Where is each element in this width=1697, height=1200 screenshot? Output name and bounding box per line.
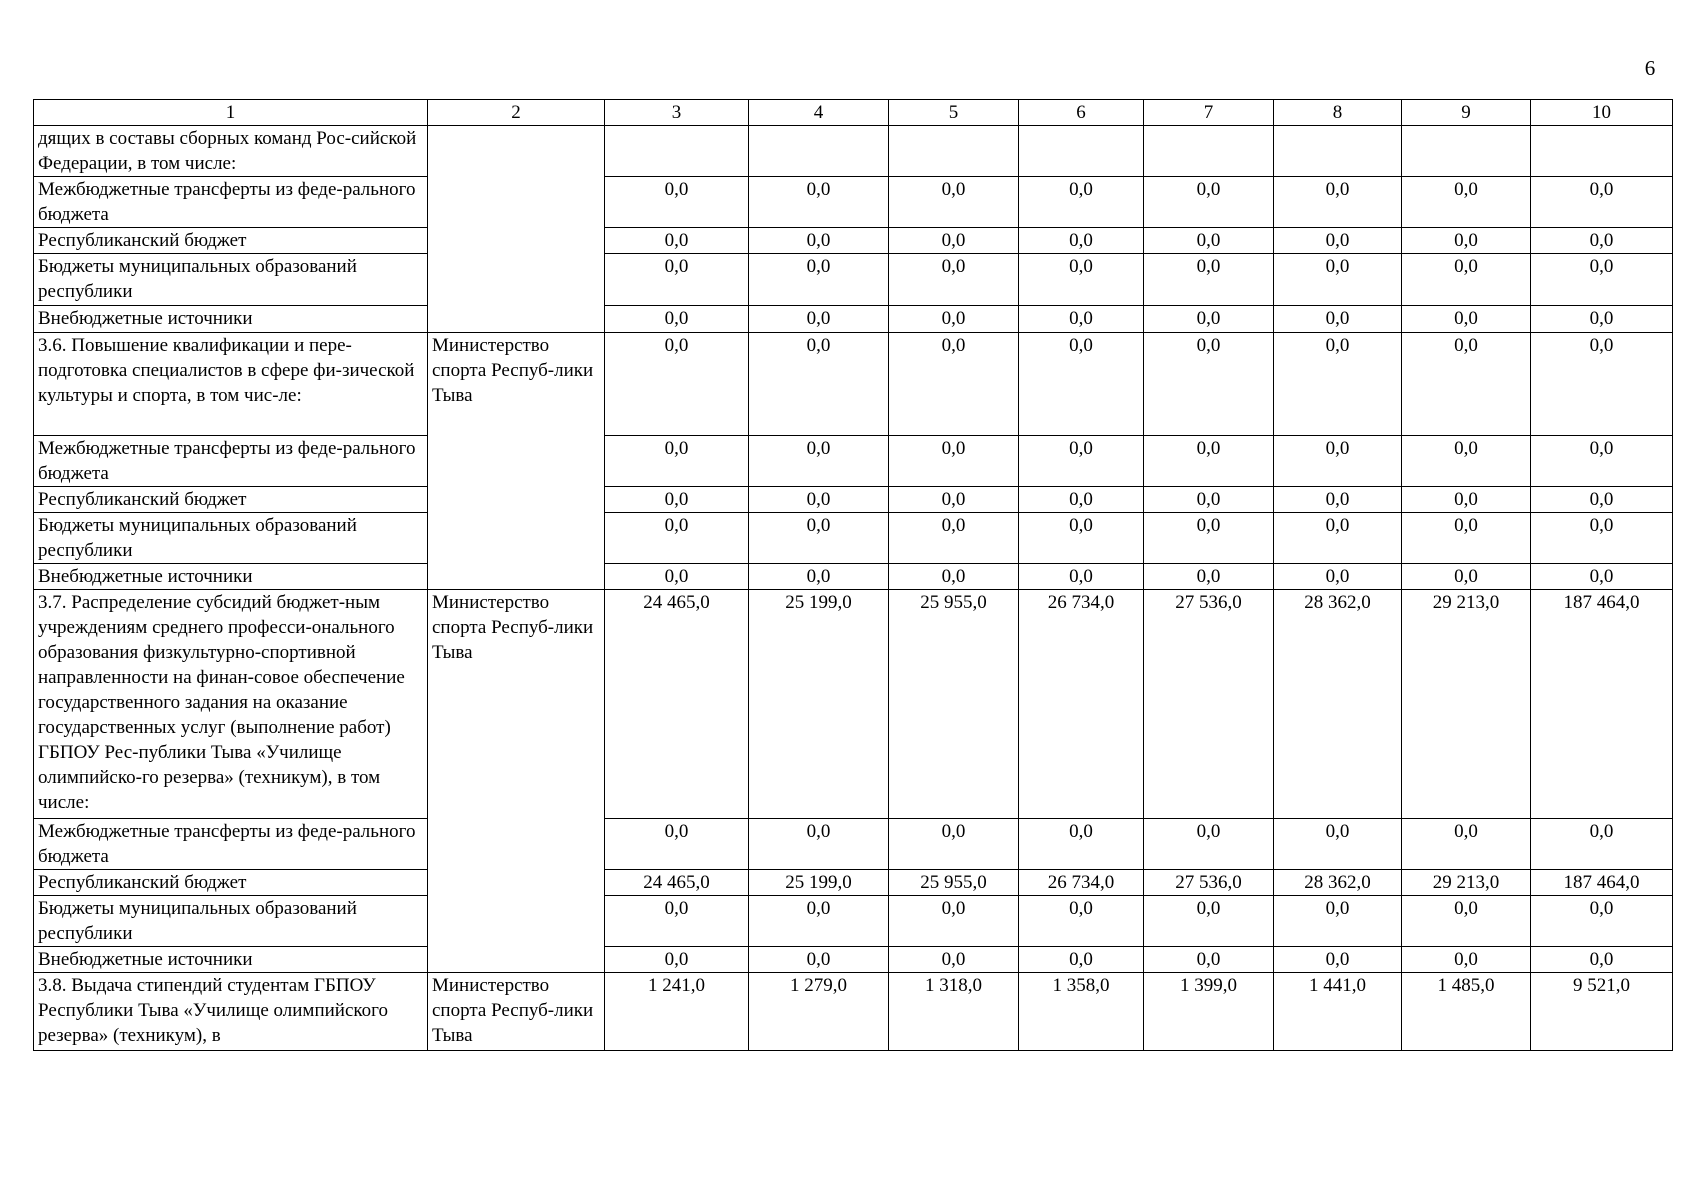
value-cell: 0,0 (889, 177, 1019, 228)
value-cell: 0,0 (1531, 333, 1673, 436)
value-cell: 0,0 (1274, 513, 1402, 564)
row-name: Межбюджетные трансферты из феде-рального бюджета (34, 819, 428, 870)
value-cell: 0,0 (1019, 896, 1144, 947)
row-name: Бюджеты муниципальных образований республики (34, 896, 428, 947)
value-cell: 0,0 (749, 896, 889, 947)
value-cell: 0,0 (1019, 306, 1144, 333)
row-name: Внебюджетные источники (34, 947, 428, 973)
value-cell: 0,0 (749, 254, 889, 306)
value-cell: 0,0 (1274, 564, 1402, 590)
value-cell: 29 213,0 (1402, 870, 1531, 896)
value-cell: 0,0 (889, 513, 1019, 564)
value-cell: 0,0 (749, 306, 889, 333)
value-cell: 0,0 (749, 487, 889, 513)
value-cell: 0,0 (1144, 436, 1274, 487)
value-cell: 0,0 (1402, 487, 1531, 513)
row-name: Межбюджетные трансферты из феде-рального бюджета (34, 436, 428, 487)
value-cell: 0,0 (1019, 513, 1144, 564)
value-cell: 0,0 (605, 947, 749, 973)
row-name: 3.8. Выдача стипендий студентам ГБПОУ Республики Тыва «Училище олимпийского резерва» (техникум), в (34, 973, 428, 1051)
value-cell (1531, 126, 1673, 177)
table-row (34, 333, 1673, 436)
value-cell: 0,0 (1019, 564, 1144, 590)
value-cell: 0,0 (749, 947, 889, 973)
value-cell: 0,0 (749, 819, 889, 870)
value-cell: 0,0 (1019, 436, 1144, 487)
value-cell: 0,0 (1019, 487, 1144, 513)
executor-cell (428, 126, 605, 333)
value-cell: 0,0 (1144, 487, 1274, 513)
value-cell: 9 521,0 (1531, 973, 1673, 1051)
value-cell: 0,0 (1531, 819, 1673, 870)
value-cell: 0,0 (1144, 333, 1274, 436)
value-cell: 0,0 (889, 333, 1019, 436)
value-cell: 24 465,0 (605, 870, 749, 896)
value-cell: 0,0 (1144, 254, 1274, 306)
value-cell: 0,0 (749, 513, 889, 564)
value-cell: 0,0 (1019, 228, 1144, 254)
table-row (34, 306, 1673, 333)
row-name: Республиканский бюджет (34, 870, 428, 896)
table-row (34, 947, 1673, 973)
value-cell: 1 358,0 (1019, 973, 1144, 1051)
column-header: 4 (749, 100, 889, 126)
value-cell: 0,0 (1274, 436, 1402, 487)
value-cell: 0,0 (1274, 228, 1402, 254)
table-row (34, 126, 1673, 177)
executor-cell: Министерство спорта Респуб-лики Тыва (428, 973, 605, 1051)
value-cell: 0,0 (1144, 819, 1274, 870)
table-row (34, 564, 1673, 590)
value-cell: 0,0 (1531, 947, 1673, 973)
value-cell: 0,0 (889, 947, 1019, 973)
value-cell (1274, 126, 1402, 177)
value-cell: 0,0 (1531, 436, 1673, 487)
value-cell: 0,0 (1402, 177, 1531, 228)
value-cell: 0,0 (1531, 306, 1673, 333)
row-name: Бюджеты муниципальных образований республики (34, 513, 428, 564)
value-cell: 0,0 (749, 228, 889, 254)
value-cell (1402, 126, 1531, 177)
page-number: 6 (1644, 56, 1656, 80)
table-row (34, 513, 1673, 564)
value-cell: 0,0 (1402, 947, 1531, 973)
value-cell: 0,0 (1019, 254, 1144, 306)
value-cell: 0,0 (1402, 254, 1531, 306)
value-cell: 0,0 (889, 819, 1019, 870)
table-row (34, 870, 1673, 896)
value-cell: 0,0 (1402, 436, 1531, 487)
executor-cell: Министерство спорта Респуб-лики Тыва (428, 333, 605, 590)
value-cell: 28 362,0 (1274, 590, 1402, 819)
table-row (34, 228, 1673, 254)
value-cell: 27 536,0 (1144, 590, 1274, 819)
value-cell: 0,0 (749, 333, 889, 436)
row-name: Внебюджетные источники (34, 306, 428, 333)
table-row (34, 896, 1673, 947)
value-cell: 0,0 (1531, 487, 1673, 513)
value-cell: 0,0 (1274, 177, 1402, 228)
value-cell: 28 362,0 (1274, 870, 1402, 896)
value-cell: 0,0 (1531, 564, 1673, 590)
value-cell: 0,0 (1402, 564, 1531, 590)
value-cell: 0,0 (1144, 228, 1274, 254)
value-cell: 0,0 (1531, 513, 1673, 564)
value-cell: 0,0 (1274, 947, 1402, 973)
value-cell: 0,0 (605, 436, 749, 487)
column-header: 10 (1531, 100, 1673, 126)
value-cell: 0,0 (605, 333, 749, 436)
value-cell: 0,0 (1531, 228, 1673, 254)
value-cell: 29 213,0 (1402, 590, 1531, 819)
value-cell: 0,0 (1402, 228, 1531, 254)
value-cell: 1 441,0 (1274, 973, 1402, 1051)
value-cell: 0,0 (1531, 254, 1673, 306)
row-name: дящих в составы сборных команд Рос-сийской Федерации, в том числе: (34, 126, 428, 177)
column-header: 7 (1144, 100, 1274, 126)
value-cell: 0,0 (605, 513, 749, 564)
value-cell: 26 734,0 (1019, 590, 1144, 819)
value-cell: 0,0 (1019, 333, 1144, 436)
column-header: 5 (889, 100, 1019, 126)
row-name: 3.7. Распределение субсидий бюджет-ным учреждениям среднего професси-онального образования физкультурно-спортивной направленности на финан-совое обеспечение государственного задания на оказание государственных услуг (выполнение работ) ГБПОУ Рес-публики Тыва «Училище олимпийско-го резерва» (техникум), в том числе: (34, 590, 428, 819)
value-cell: 0,0 (749, 436, 889, 487)
value-cell: 0,0 (1144, 306, 1274, 333)
value-cell: 0,0 (889, 228, 1019, 254)
row-name: Республиканский бюджет (34, 228, 428, 254)
value-cell: 1 399,0 (1144, 973, 1274, 1051)
value-cell: 0,0 (1531, 177, 1673, 228)
value-cell: 0,0 (889, 436, 1019, 487)
value-cell: 0,0 (605, 896, 749, 947)
table-row (34, 436, 1673, 487)
value-cell: 0,0 (1144, 564, 1274, 590)
row-name: Межбюджетные трансферты из феде-рального бюджета (34, 177, 428, 228)
value-cell: 0,0 (1402, 819, 1531, 870)
executor-cell: Министерство спорта Респуб-лики Тыва (428, 590, 605, 973)
value-cell: 0,0 (1402, 896, 1531, 947)
value-cell: 0,0 (749, 564, 889, 590)
table-row (34, 590, 1673, 819)
value-cell: 25 199,0 (749, 870, 889, 896)
value-cell (605, 126, 749, 177)
value-cell: 0,0 (889, 306, 1019, 333)
header-row (34, 100, 1673, 126)
value-cell (1144, 126, 1274, 177)
value-cell: 0,0 (1019, 177, 1144, 228)
value-cell: 0,0 (1144, 896, 1274, 947)
row-name: Внебюджетные источники (34, 564, 428, 590)
value-cell: 0,0 (1531, 896, 1673, 947)
value-cell: 0,0 (1144, 947, 1274, 973)
row-name: Республиканский бюджет (34, 487, 428, 513)
table-row (34, 487, 1673, 513)
table-row (34, 973, 1673, 1051)
value-cell: 26 734,0 (1019, 870, 1144, 896)
value-cell: 24 465,0 (605, 590, 749, 819)
value-cell: 0,0 (889, 487, 1019, 513)
value-cell: 0,0 (1144, 513, 1274, 564)
value-cell: 0,0 (1274, 487, 1402, 513)
value-cell: 0,0 (1274, 333, 1402, 436)
value-cell: 0,0 (1144, 177, 1274, 228)
value-cell: 0,0 (605, 254, 749, 306)
value-cell: 0,0 (1274, 306, 1402, 333)
value-cell: 0,0 (605, 819, 749, 870)
budget-table (33, 99, 1673, 1051)
value-cell (1019, 126, 1144, 177)
value-cell: 0,0 (1019, 819, 1144, 870)
value-cell: 0,0 (1402, 306, 1531, 333)
value-cell: 0,0 (1402, 513, 1531, 564)
value-cell: 187 464,0 (1531, 590, 1673, 819)
table-row (34, 254, 1673, 306)
value-cell: 0,0 (605, 228, 749, 254)
column-header: 8 (1274, 100, 1402, 126)
value-cell (749, 126, 889, 177)
value-cell: 1 241,0 (605, 973, 749, 1051)
value-cell: 0,0 (605, 306, 749, 333)
value-cell: 1 485,0 (1402, 973, 1531, 1051)
value-cell: 0,0 (889, 564, 1019, 590)
value-cell: 0,0 (1274, 896, 1402, 947)
value-cell: 0,0 (605, 487, 749, 513)
column-header: 9 (1402, 100, 1531, 126)
value-cell: 0,0 (605, 177, 749, 228)
value-cell: 25 199,0 (749, 590, 889, 819)
value-cell: 0,0 (1274, 819, 1402, 870)
value-cell: 0,0 (889, 896, 1019, 947)
value-cell: 1 318,0 (889, 973, 1019, 1051)
table-row (34, 819, 1673, 870)
value-cell: 27 536,0 (1144, 870, 1274, 896)
value-cell: 1 279,0 (749, 973, 889, 1051)
table-row (34, 177, 1673, 228)
value-cell: 0,0 (749, 177, 889, 228)
row-name: 3.6. Повышение квалификации и пере-подготовка специалистов в сфере фи-зической культуры и спорта, в том чис-ле: (34, 333, 428, 436)
value-cell: 0,0 (1274, 254, 1402, 306)
value-cell: 0,0 (1019, 947, 1144, 973)
value-cell: 25 955,0 (889, 870, 1019, 896)
value-cell (889, 126, 1019, 177)
value-cell: 187 464,0 (1531, 870, 1673, 896)
value-cell: 0,0 (1402, 333, 1531, 436)
value-cell: 0,0 (605, 564, 749, 590)
value-cell: 0,0 (889, 254, 1019, 306)
value-cell: 25 955,0 (889, 590, 1019, 819)
column-header: 2 (428, 100, 605, 126)
row-name: Бюджеты муниципальных образований республики (34, 254, 428, 306)
column-header: 3 (605, 100, 749, 126)
column-header: 1 (34, 100, 428, 126)
column-header: 6 (1019, 100, 1144, 126)
